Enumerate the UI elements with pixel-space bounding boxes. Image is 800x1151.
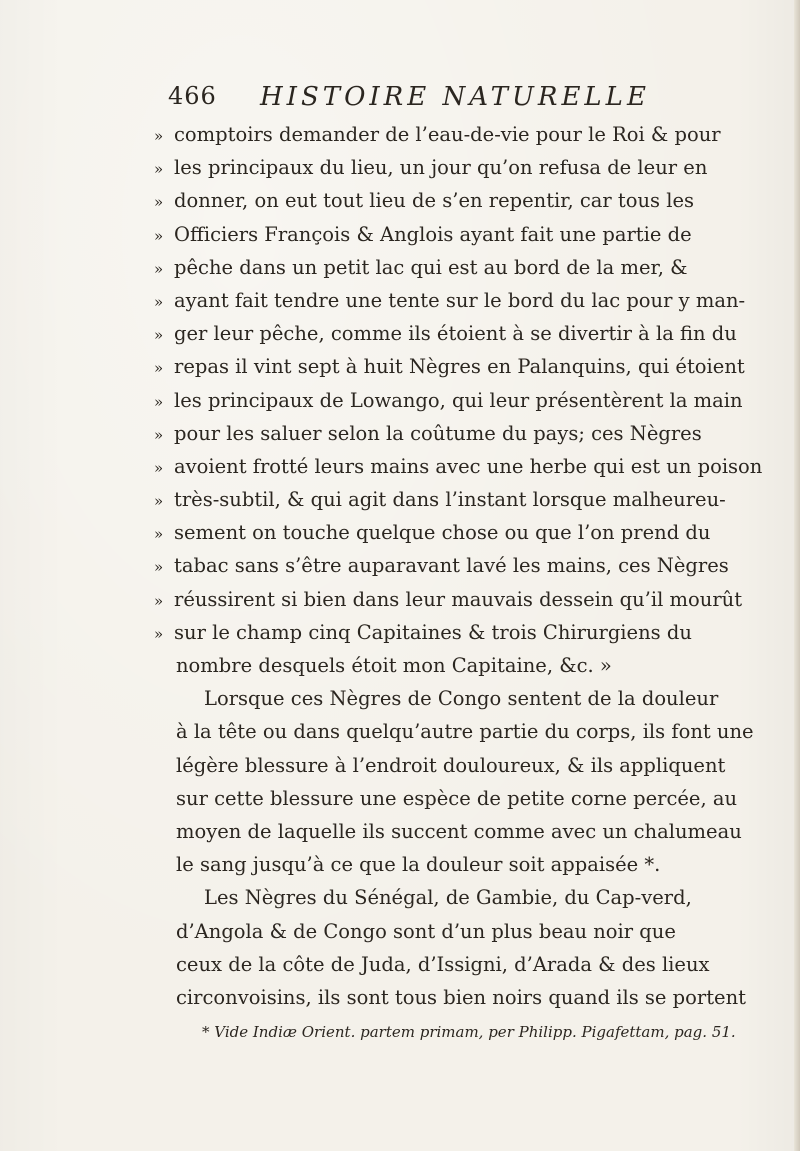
text-line xyxy=(154,218,692,251)
text-line xyxy=(176,682,719,715)
text-line-content: ceux de la côte de Juda, d’Issigni, d’Arada & des lieux xyxy=(176,952,710,976)
text-line-content: très-subtil, & qui agit dans l’instant lorsque malheureu- xyxy=(174,488,726,512)
text-line xyxy=(154,350,745,383)
text-line xyxy=(176,915,676,948)
text-line-content: légère blessure à l’endroit douloureux, & ils appliquent xyxy=(176,753,726,777)
quotation-mark: » xyxy=(154,458,164,477)
text-line xyxy=(154,118,721,151)
text-line xyxy=(154,151,708,184)
text-line xyxy=(176,749,726,782)
text-line-content: pêche dans un petit lac qui est au bord de la mer, & xyxy=(174,255,688,279)
text-line xyxy=(154,251,688,284)
text-line xyxy=(176,649,652,682)
text-line-content: comptoirs demander de l’eau-de-vie pour le Roi & pour xyxy=(174,123,721,146)
quotation-mark: » xyxy=(154,558,164,577)
text-line xyxy=(154,583,743,616)
text-line-content: les principaux du lieu, un jour qu’on refusa de leur en xyxy=(174,156,708,180)
quotation-mark: » xyxy=(154,591,164,610)
running-head: HISTOIRE NATURELLE xyxy=(260,82,650,112)
text-line xyxy=(176,881,692,914)
text-line-content: les principaux de Lowango, qui leur présentèrent la main xyxy=(174,388,743,412)
text-line xyxy=(154,384,743,417)
text-line-content: ayant fait tendre une tente sur le bord du lac pour y man- xyxy=(174,288,746,312)
text-line-content: circonvoisins, ils sont tous bien noirs quand ils se portent xyxy=(176,985,746,1009)
text-line-content: d’Angola & de Congo sont d’un plus beau noir que xyxy=(176,919,676,943)
footnote: * Vide Indiæ Orient. partem primam, per Philipp. Pigafettam, pag. 51. xyxy=(202,1023,736,1041)
text-line-content: tabac sans s’être auparavant lavé les mains, ces Nègres xyxy=(174,554,729,578)
text-line-content: à la tête ou dans quelqu’autre partie du corps, ils font une xyxy=(176,720,754,744)
text-line-content: le sang jusqu’à ce que la douleur soit appaisée *. xyxy=(176,853,661,877)
text-line-content: nombre desquels étoit mon Capitaine, &c. » xyxy=(176,654,612,677)
text-line xyxy=(154,516,711,549)
text-line xyxy=(154,483,726,516)
body-text xyxy=(154,118,763,1014)
quotation-mark: » xyxy=(154,127,164,145)
text-line-content: sur cette blessure une espèce de petite corne percée, au xyxy=(176,786,738,810)
text-line xyxy=(154,184,695,217)
text-line-content: Officiers François & Anglois ayant fait une partie de xyxy=(174,222,692,246)
quotation-mark: » xyxy=(154,359,164,378)
text-line-content: ger leur pêche, comme ils étoient à se divertir à la fin du xyxy=(174,322,737,346)
text-line-content: moyen de laquelle ils succent comme avec un chalumeau xyxy=(176,819,742,843)
text-line-content: sur le champ cinq Capitaines & trois Chirurgiens du xyxy=(174,620,692,644)
quotation-mark: » xyxy=(154,226,164,245)
text-line xyxy=(176,715,754,748)
page-header xyxy=(168,82,650,114)
text-line xyxy=(154,284,746,317)
quotation-mark: » xyxy=(154,392,164,411)
quotation-mark: » xyxy=(154,492,164,511)
text-line xyxy=(176,782,738,815)
text-line-content: sement on touche quelque chose ou que l’on prend du xyxy=(174,521,711,545)
text-line xyxy=(154,317,737,350)
text-line xyxy=(176,981,746,1014)
quotation-mark: » xyxy=(154,160,164,179)
page-number: 466 xyxy=(168,82,217,110)
quotation-mark: » xyxy=(154,292,164,311)
quotation-mark: » xyxy=(154,326,164,345)
text-line xyxy=(176,848,661,881)
text-line-content: avoient frotté leurs mains avec une herbe qui est un poison xyxy=(174,454,763,478)
text-line-content: repas il vint sept à huit Nègres en Palanquins, qui étoient xyxy=(174,355,745,379)
text-line xyxy=(154,450,763,483)
text-line xyxy=(154,417,702,450)
text-line-content: Les Nègres du Sénégal, de Gambie, du Cap-verd, xyxy=(204,886,692,910)
page-edge xyxy=(794,0,800,1151)
text-line-content: pour les saluer selon la coûtume du pays; ces Nègres xyxy=(174,421,702,445)
quotation-mark: » xyxy=(154,193,164,212)
text-line xyxy=(176,948,710,981)
quotation-mark: » xyxy=(154,624,164,643)
text-line-content: donner, on eut tout lieu de s’en repentir, car tous les xyxy=(174,189,695,213)
text-line xyxy=(154,549,729,582)
text-line xyxy=(176,815,742,848)
text-line xyxy=(154,616,692,649)
text-line-content: réussirent si bien dans leur mauvais dessein qu’il mourût xyxy=(174,587,743,611)
quotation-mark: » xyxy=(154,425,164,444)
quotation-mark: » xyxy=(154,259,164,278)
text-line-content: Lorsque ces Nègres de Congo sentent de la douleur xyxy=(204,687,719,711)
quotation-mark: » xyxy=(154,525,164,544)
